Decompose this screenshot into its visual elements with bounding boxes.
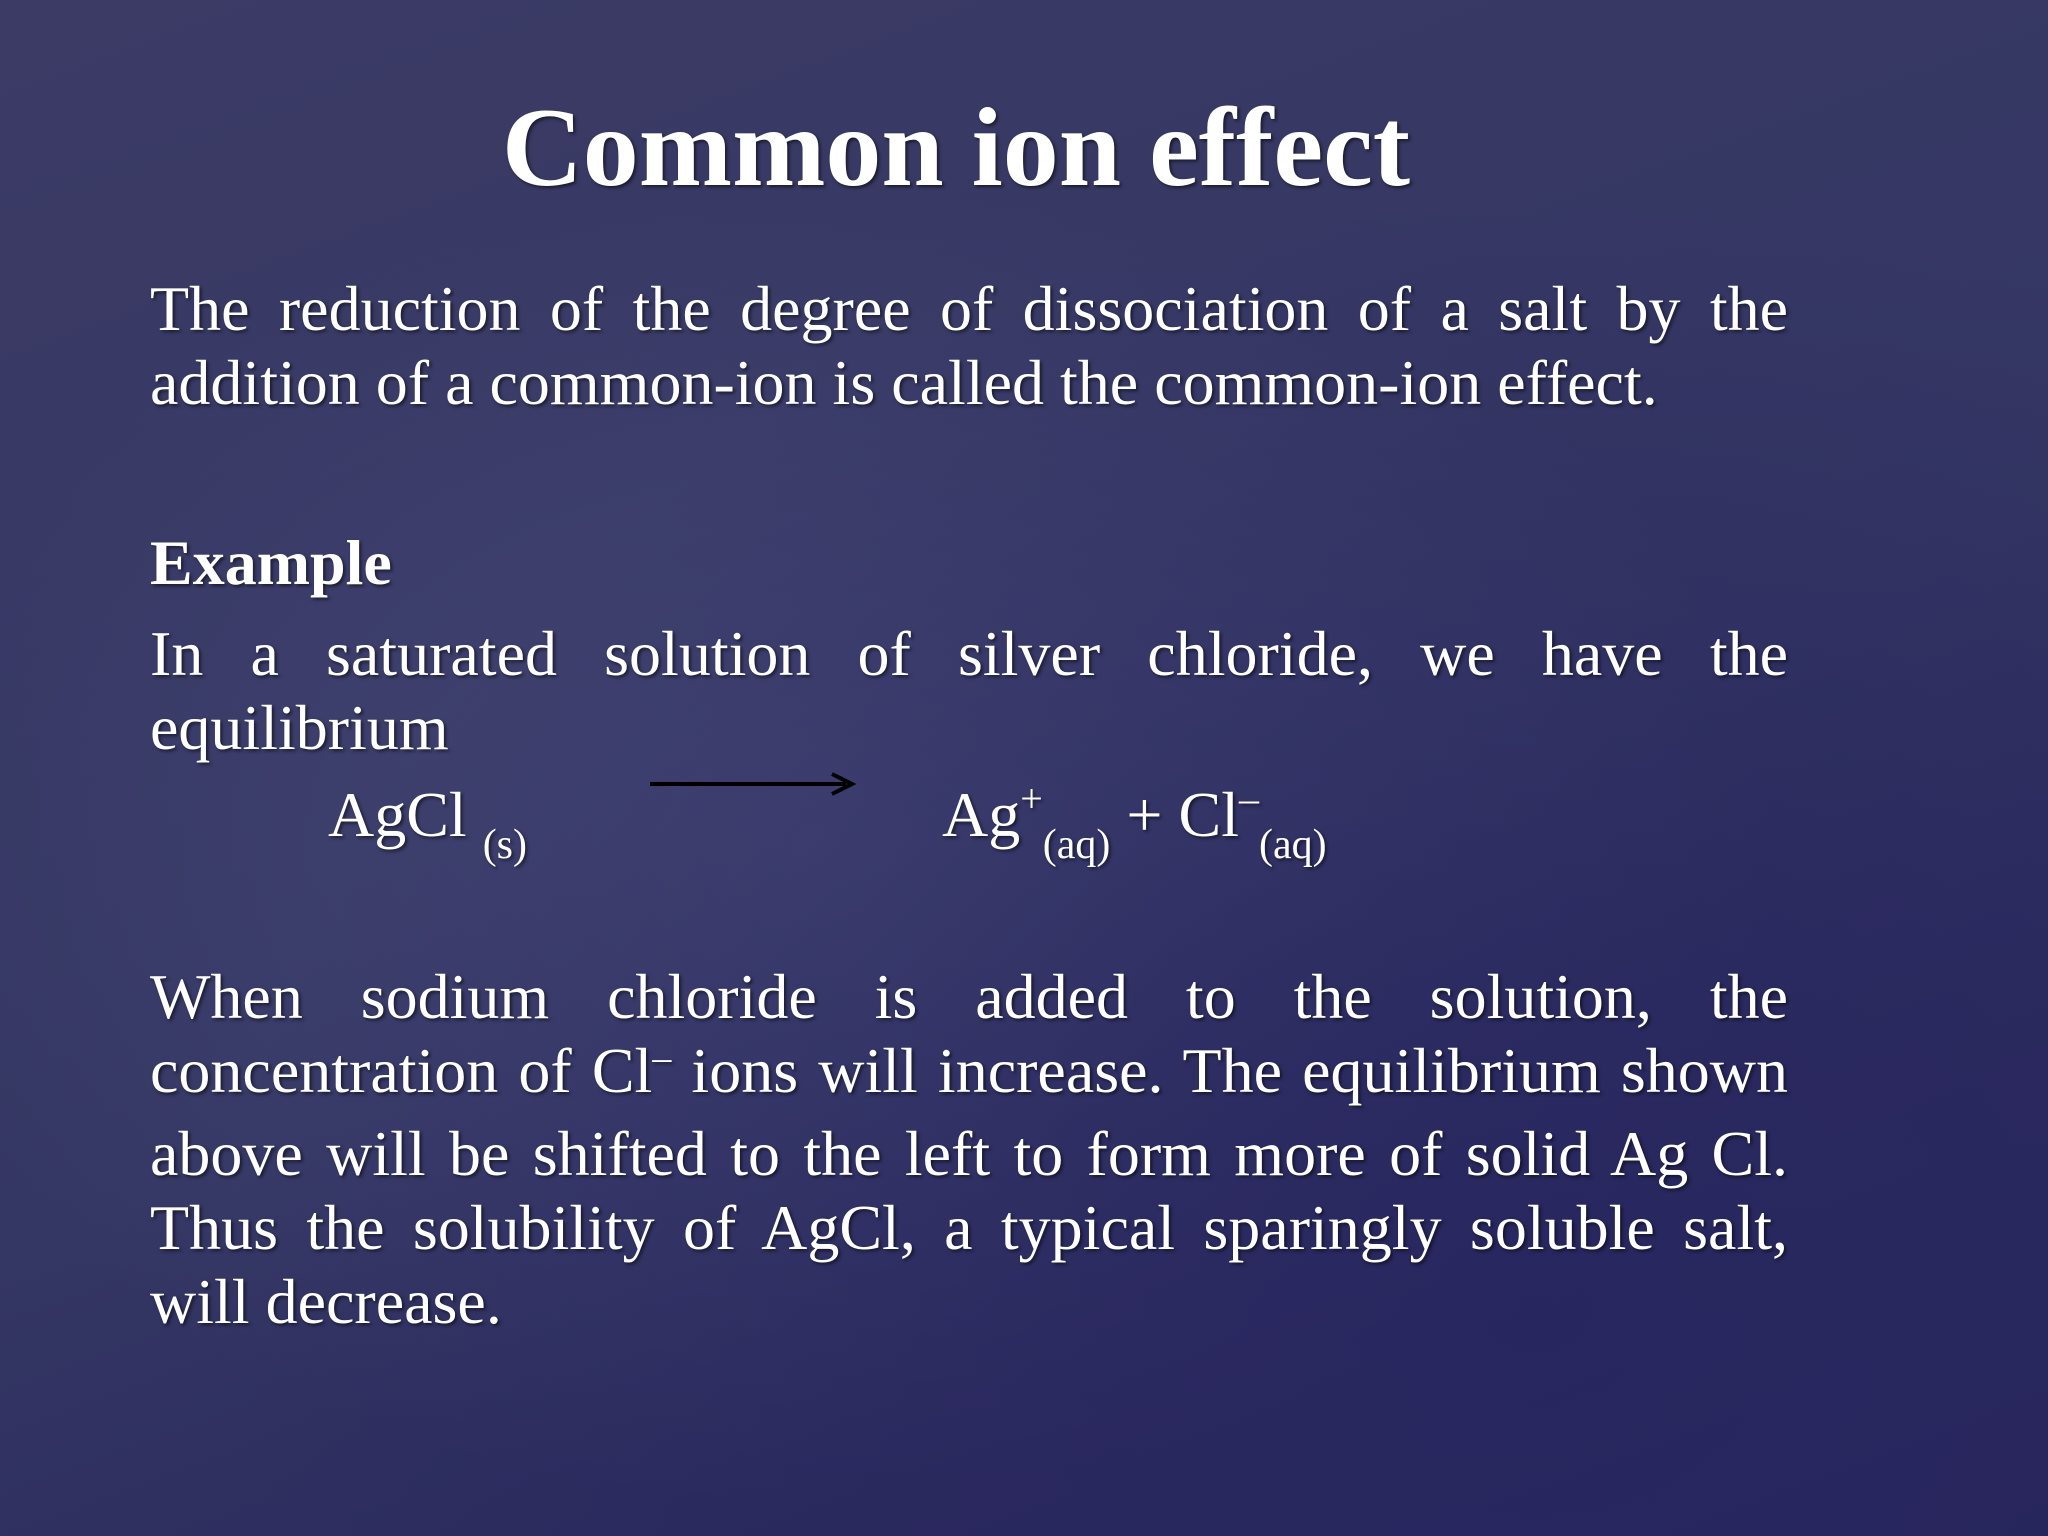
example-intro-paragraph: In a saturated solution of silver chloride, we have the equilibrium [150, 618, 1788, 763]
slide-title: Common ion effect [501, 86, 1411, 210]
product-chloride-ion: Cl [1178, 779, 1239, 850]
reactant-formula: AgCl [328, 779, 467, 850]
explanation-text-end: ions will increase. The equilibrium shown above will be shifted to the left to form more of solid Ag Cl. Thus the solubility of AgCl, a typical sparingly soluble salt, will decrease. [150, 1035, 1789, 1337]
product-silver-ion: Ag [942, 779, 1021, 850]
product-silver-charge: + [1020, 776, 1043, 821]
product-silver-state: (aq) [1042, 822, 1111, 868]
products [942, 776, 1327, 868]
reactant [328, 778, 528, 868]
explanation-paragraph [150, 960, 1788, 1339]
product-chloride-charge: – [1238, 776, 1259, 821]
plus-sign: + [1126, 779, 1163, 850]
reaction-arrow-icon [648, 772, 856, 796]
definition-paragraph: The reduction of the degree of dissociation of a salt by the addition of a common-ion is called the common-ion effect. [150, 273, 1788, 418]
explanation-chloride-charge: – [652, 1037, 672, 1079]
example-heading: Example [150, 527, 392, 598]
reactant-state: (s) [482, 822, 528, 868]
explanation-text-start: When sodium chloride is added to the solution, the concentration of Cl [150, 961, 1788, 1106]
product-chloride-state: (aq) [1258, 822, 1327, 868]
